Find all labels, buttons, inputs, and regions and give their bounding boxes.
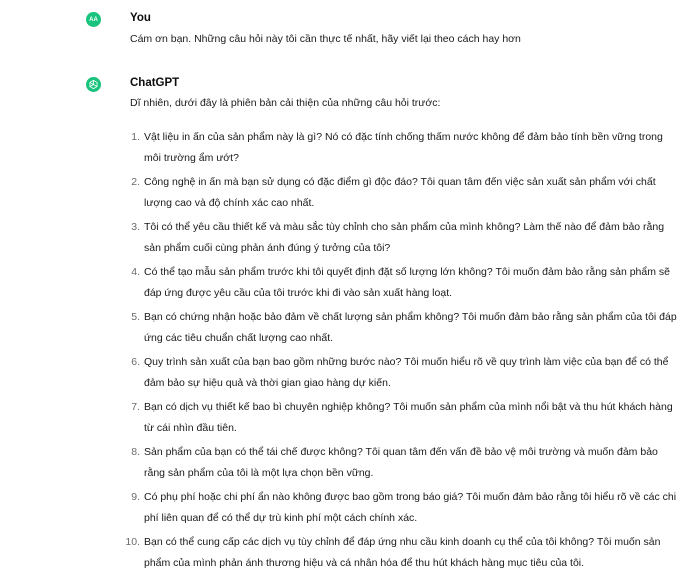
user-avatar-initials: AA bbox=[89, 16, 98, 23]
list-item-text: Tôi có thể yêu cầu thiết kế và màu sắc tùy chỉnh cho sản phẩm của mình không? Làm thế nào để đảm bảo rằng sản phẩm cuối cùng phản ánh đúng ý tưởng của tôi? bbox=[144, 221, 665, 254]
list-item-number: 8. bbox=[131, 446, 140, 458]
list-item-number: 4. bbox=[131, 266, 140, 278]
list-item-text: Bạn có thể cung cấp các dịch vụ tùy chỉnh để đáp ứng nhu cầu kinh doanh cụ thể của tôi không? Tôi muốn sản phẩm của mình phản ánh thương hiệu và cá nhân hóa để thu hút khách hàng mục tiêu của tôi. bbox=[144, 536, 661, 569]
list-item bbox=[130, 442, 680, 484]
list-item bbox=[130, 307, 680, 349]
list-item bbox=[130, 397, 680, 439]
list-item-text: Có thể tạo mẫu sản phẩm trước khi tôi quyết định đặt số lượng lớn không? Tôi muốn đảm bảo rằng sản phẩm sẽ đáp ứng được yêu cầu của tôi trước khi đi vào sản xuất hàng loạt. bbox=[144, 266, 670, 299]
user-message bbox=[89, 10, 680, 50]
list-item-text: Có phụ phí hoặc chi phí ẩn nào không được bao gồm trong báo giá? Tôi muốn đảm bảo rằng tôi hiểu rõ về các chi phí liên quan để có thể dự trù kinh phí một cách chính xác. bbox=[144, 491, 677, 524]
list-item-text: Vật liệu in ấn của sản phẩm này là gì? Nó có đặc tính chống thấm nước không để đảm bảo tính bền vững trong môi trường ẩm ướt? bbox=[144, 131, 663, 164]
openai-logo-icon bbox=[88, 79, 99, 90]
user-avatar bbox=[86, 12, 101, 27]
list-item-text: Bạn có chứng nhận hoặc bảo đảm về chất lượng sản phẩm không? Tôi muốn đảm bảo rằng sản phẩm của tôi đáp ứng các tiêu chuẩn chất lượng cao nhất. bbox=[144, 311, 677, 344]
list-item-text: Quy trình sản xuất của bạn bao gồm những bước nào? Tôi muốn hiểu rõ về quy trình làm việc của bạn để có thể đảm bảo sự hiệu quả và thời gian giao hàng dự kiến. bbox=[144, 356, 669, 389]
list-item bbox=[125, 532, 680, 574]
list-item-number: 1. bbox=[131, 131, 140, 143]
list-item-number: 2. bbox=[131, 176, 140, 188]
list-item-number: 10. bbox=[125, 536, 140, 548]
question-list bbox=[125, 127, 680, 574]
list-item bbox=[130, 217, 680, 259]
assistant-message bbox=[108, 75, 680, 577]
assistant-author-name: ChatGPT bbox=[130, 77, 180, 89]
list-item-text: Sản phẩm của bạn có thể tái chế được không? Tôi quan tâm đến vấn đề bảo vệ môi trường và muốn đảm bảo rằng sản phẩm của tôi là một lựa chọn bền vững. bbox=[144, 446, 658, 479]
chatgpt-avatar bbox=[86, 77, 101, 92]
list-item bbox=[130, 127, 680, 169]
list-item bbox=[130, 352, 680, 394]
list-item-number: 5. bbox=[131, 311, 140, 323]
list-item bbox=[130, 172, 680, 214]
list-item-number: 6. bbox=[131, 356, 140, 368]
list-item-number: 7. bbox=[131, 401, 140, 413]
list-item bbox=[130, 262, 680, 304]
user-message-text: Cám ơn bạn. Những câu hỏi này tôi cần thực tế nhất, hãy viết lại theo cách hay hơn bbox=[130, 33, 521, 45]
list-item-number: 9. bbox=[131, 491, 140, 503]
list-item bbox=[130, 487, 680, 529]
list-item-text: Bạn có dịch vụ thiết kế bao bì chuyên nghiệp không? Tôi muốn sản phẩm của mình nổi bật và thu hút khách hàng từ cái nhìn đầu tiên. bbox=[144, 401, 673, 434]
list-item-text: Công nghệ in ấn mà bạn sử dụng có đặc điểm gì độc đáo? Tôi quan tâm đến việc sản xuất sản phẩm với chất lượng cao và độ chính xác cao nhất. bbox=[144, 176, 656, 209]
list-item-number: 3. bbox=[131, 221, 140, 233]
assistant-intro-text: Dĩ nhiên, dưới đây là phiên bản cải thiện của những câu hỏi trước: bbox=[130, 97, 441, 109]
user-author-name: You bbox=[130, 12, 151, 24]
